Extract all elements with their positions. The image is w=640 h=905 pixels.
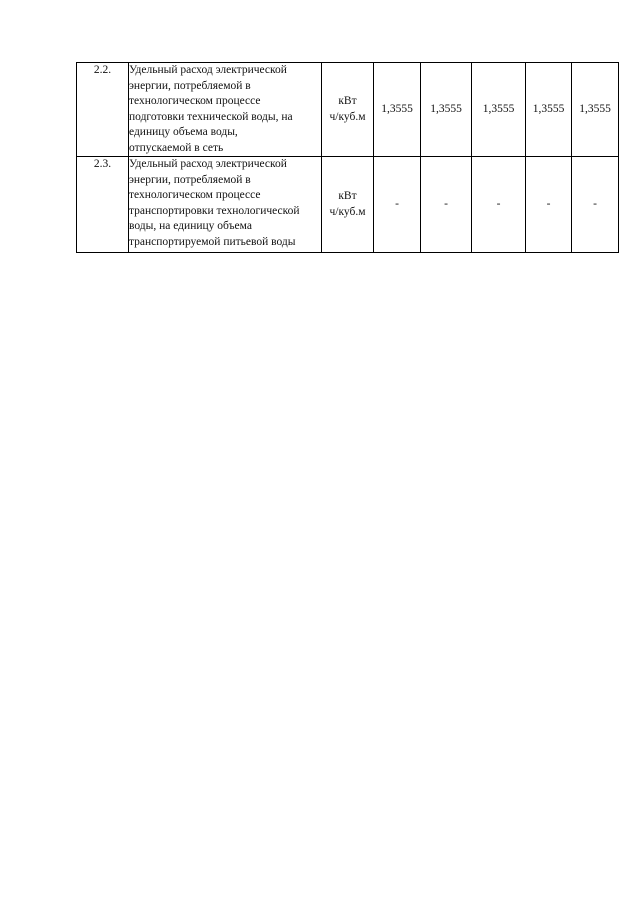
row-number: 2.3. xyxy=(77,157,129,253)
description-line: подготовки технической воды, на xyxy=(129,110,293,123)
unit-line: ч/куб.м xyxy=(329,110,366,123)
description-line: воды, на единицу объема xyxy=(129,220,252,232)
row-description xyxy=(129,63,322,157)
indicators-table xyxy=(76,62,619,253)
description-line: транспортировки технологической xyxy=(129,204,300,217)
row-unit xyxy=(322,157,374,253)
description-line: отпускаемой в сеть xyxy=(129,141,224,154)
unit-line: кВт xyxy=(338,95,357,107)
table-row xyxy=(77,63,619,157)
value-cell: - xyxy=(374,157,421,253)
unit-line: ч/куб.м xyxy=(329,205,366,218)
description-line: энергии, потребляемой в xyxy=(129,79,251,92)
table-row xyxy=(77,157,619,253)
description-line: Удельный расход электрической xyxy=(129,64,287,76)
value-cell: 1,3555 xyxy=(526,63,572,157)
value-cell: - xyxy=(421,157,472,253)
value-cell: - xyxy=(472,157,526,253)
value-cell: 1,3555 xyxy=(472,63,526,157)
description-line: транспортируемой питьевой воды xyxy=(129,235,296,248)
description-line: энергии, потребляемой в xyxy=(129,173,251,186)
value-cell: - xyxy=(572,157,619,253)
description-line: технологическом процессе xyxy=(129,189,261,201)
row-unit xyxy=(322,63,374,157)
value-cell: - xyxy=(526,157,572,253)
value-cell: 1,3555 xyxy=(421,63,472,157)
unit-line: кВт xyxy=(338,190,357,202)
description-line: Удельный расход электрической xyxy=(129,158,287,170)
description-line: единицу объема воды, xyxy=(129,126,238,138)
row-description xyxy=(129,157,322,253)
description-line: технологическом процессе xyxy=(129,95,261,107)
value-cell: 1,3555 xyxy=(374,63,421,157)
value-cell: 1,3555 xyxy=(572,63,619,157)
row-number: 2.2. xyxy=(77,63,129,157)
